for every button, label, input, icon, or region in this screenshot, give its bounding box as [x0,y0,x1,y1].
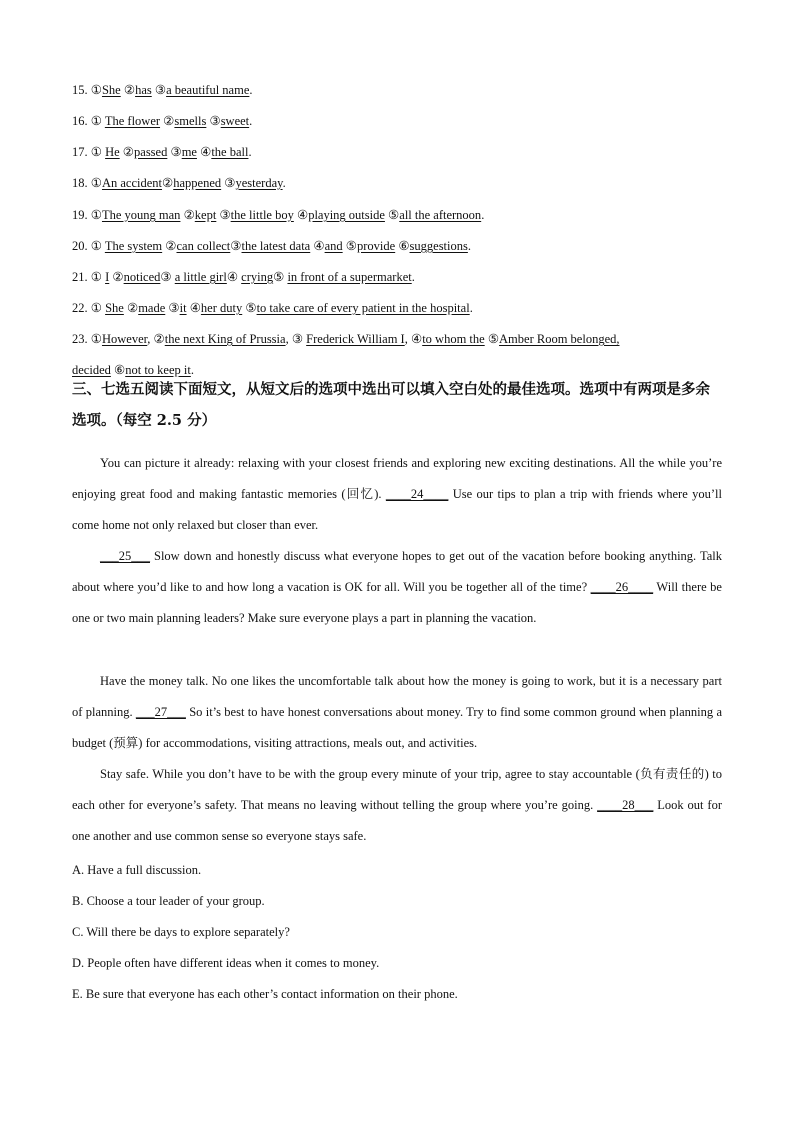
answer-marker: , ③ [285,332,307,346]
answer-marker: . [248,145,252,159]
answer-marker: ⑤ [342,239,357,253]
answer-phrase: to take care of every patient in the hospital [256,301,470,315]
answer-marker: . [467,239,471,253]
answer-phrase: the next King of Prussia [164,332,286,346]
answer-phrase: An accident [101,176,163,190]
answer-phrase: can collect [176,239,231,253]
answer-marker: ① [90,83,102,97]
answer-line [72,331,722,347]
answer-phrase: to whom the [422,332,485,346]
answer-phrase: noticed [123,270,161,284]
answer-phrase: The young man [101,208,181,222]
answer-marker: ③ [216,208,231,222]
blank-28: ____28___ [597,798,654,812]
answer-phrase: sweet [220,114,250,128]
answer-phrase: The system [104,239,163,253]
section-heading: 三、七选五阅读下面短文，从短文后的选项中选出可以填入空白处的最佳选项。选项中有两项是多余选项。（每空 2.5 分） [72,381,710,429]
paragraph-2 [72,541,722,634]
answer-marker: ① [90,332,102,346]
answer-phrase: has [135,83,152,97]
answer-marker: . [411,270,415,284]
answer-marker: . [282,176,286,190]
answer-line [72,82,722,98]
answer-marker: ⑥ [395,239,410,253]
answer-marker: ② [119,145,135,159]
answer-marker: ② [180,208,195,222]
answer-line [72,144,722,160]
answer-marker: ③ [151,83,167,97]
answer-marker: ① [90,239,105,253]
option-c: C. Will there be days to explore separately? [72,925,290,939]
answer-marker: ④ [226,270,242,284]
answer-marker: ⑤ [384,208,400,222]
answer-marker: ④ [310,239,325,253]
answer-number: 15. [72,83,91,97]
paragraph-2-text-b: Will there be one or two main planning leaders? Make sure everyone plays a part in planning the vacation. [72,580,722,625]
blank-26: ____26____ [590,580,654,594]
option-a: A. Have a full discussion. [72,863,202,877]
blank-24: ____24____ [385,487,449,501]
answer-number: 20. [72,239,91,253]
paragraph-4-text-a: Stay safe. While you don’t have to be with the group every minute of your trip, agree to stay accountable (负有责任的) to each other for everyone’s safety. That means no leaving without telling the group where you’re going. [72,767,722,812]
answer-marker: ① [90,208,102,222]
answer-marker: ⑤ [484,332,500,346]
answer-phrase: made [138,301,166,315]
answer-phrase: decided [72,363,111,377]
answer-phrase: me [181,145,197,159]
blank-25: ___25___ [100,549,150,563]
answer-phrase: all the afternoon [399,208,482,222]
answer-marker: ② [123,301,139,315]
answer-number: 18. [72,176,91,190]
paragraph-2-text-a: Slow down and honestly discuss what everyone hopes to get out of the vacation before booking anything. Talk about where you’d like to and how long a vacation is OK for all. Will you be together all of the time? [72,549,722,594]
answer-phrase: the ball [211,145,249,159]
answer-number: 21. [72,270,91,284]
answer-phrase: He [105,145,120,159]
answer-marker: ③ [221,176,236,190]
answer-phrase: playing outside [308,208,385,222]
answer-number: 17. [72,145,91,159]
answer-phrase: passed [134,145,168,159]
answer-phrase: She [101,83,121,97]
answer-marker: ③ [230,239,242,253]
answer-marker: ① [90,176,102,190]
answer-phrase: yesterday [235,176,283,190]
paragraph-4 [72,759,722,852]
blank-27: ___27___ [135,705,186,719]
answer-phrase: in front of a supermarket [287,270,412,284]
answer-marker: ③ [160,270,175,284]
answer-line [72,113,722,129]
answer-marker: , ④ [404,332,423,346]
answer-marker: ④ [293,208,309,222]
answer-marker: . [249,114,253,128]
option-e: E. Be sure that everyone has each other’s contact information on their phone. [72,987,458,1001]
answer-number: 23. [72,332,91,346]
answer-phrase: and [324,239,343,253]
answer-marker: ① [90,301,106,315]
option-d: D. People often have different ideas when it comes to money. [72,956,380,970]
answer-marker: ④ [186,301,201,315]
answer-marker: ① [90,114,105,128]
answer-number: 22. [72,301,91,315]
paragraph-1-text-b: Use our tips to plan a trip with friends where you’ll come home not only relaxed but closer than ever. [72,487,722,532]
answer-marker: ② [109,270,124,284]
paragraph-4-text-b: Look out for one another and use common sense so everyone stays safe. [72,798,722,843]
answer-marker: . [249,83,253,97]
answer-phrase: crying [241,270,274,284]
answer-phrase: I [105,270,110,284]
paragraph-3-text-b: So it’s best to have honest conversations about money. Try to find some common ground when planning a budget (预算) for accommodations, visiting attractions, meals out, and activities. [72,705,722,750]
paragraph-3 [72,666,722,759]
answer-phrase: smells [174,114,207,128]
answer-marker: ⑤ [242,301,257,315]
answer-line [72,269,722,285]
answer-marker: ② [120,83,136,97]
answer-line [72,238,722,254]
answer-line [72,207,722,223]
answer-marker: ④ [196,145,212,159]
answer-marker: ③ [165,301,180,315]
answer-number: 19. [72,208,91,222]
paragraph-1-text-a: You can picture it already: relaxing with your closest friends and exploring new exciting destinations. All the while you’re enjoying great food and making fantastic memories (回忆). [72,456,722,501]
answer-marker: ③ [206,114,221,128]
answer-phrase: a little girl [174,270,227,284]
answer-phrase: the little boy [230,208,294,222]
answer-phrase: kept [194,208,217,222]
paragraph-3-text-a: Have the money talk. No one likes the uncomfortable talk about how the money is going to work, but it is a necessary part of planning. [72,674,722,719]
answer-phrase: Frederick William I [306,332,405,346]
answer-marker: ② [160,114,175,128]
answer-phrase: it [179,301,187,315]
answer-phrase: Amber Room belonged, [499,332,620,346]
answer-marker: ⑤ [273,270,288,284]
answer-phrase: She [105,301,124,315]
answer-marker: ① [90,270,106,284]
answer-line [72,300,722,316]
answer-marker: . [190,363,194,377]
answer-phrase: a beautiful name [166,83,250,97]
answer-phrase: provide [357,239,396,253]
answer-marker: . [481,208,485,222]
option-b: B. Choose a tour leader of your group. [72,894,265,908]
answer-phrase: happened [173,176,222,190]
answer-marker: ⑥ [110,363,126,377]
answer-marker: ① [90,145,106,159]
answer-marker: ② [162,239,177,253]
paragraph-1 [72,448,722,541]
answer-phrase: the latest data [241,239,311,253]
answer-phrase: The flower [104,114,161,128]
answer-marker: ② [162,176,174,190]
answer-phrase: suggestions [409,239,468,253]
answer-marker: ③ [167,145,182,159]
answer-number: 16. [72,114,91,128]
answer-marker: , ② [147,332,165,346]
answer-phrase: not to keep it [125,363,191,377]
answer-line [72,175,722,191]
answer-marker: . [469,301,473,315]
answer-phrase: However [101,332,148,346]
answer-phrase: her duty [200,301,243,315]
